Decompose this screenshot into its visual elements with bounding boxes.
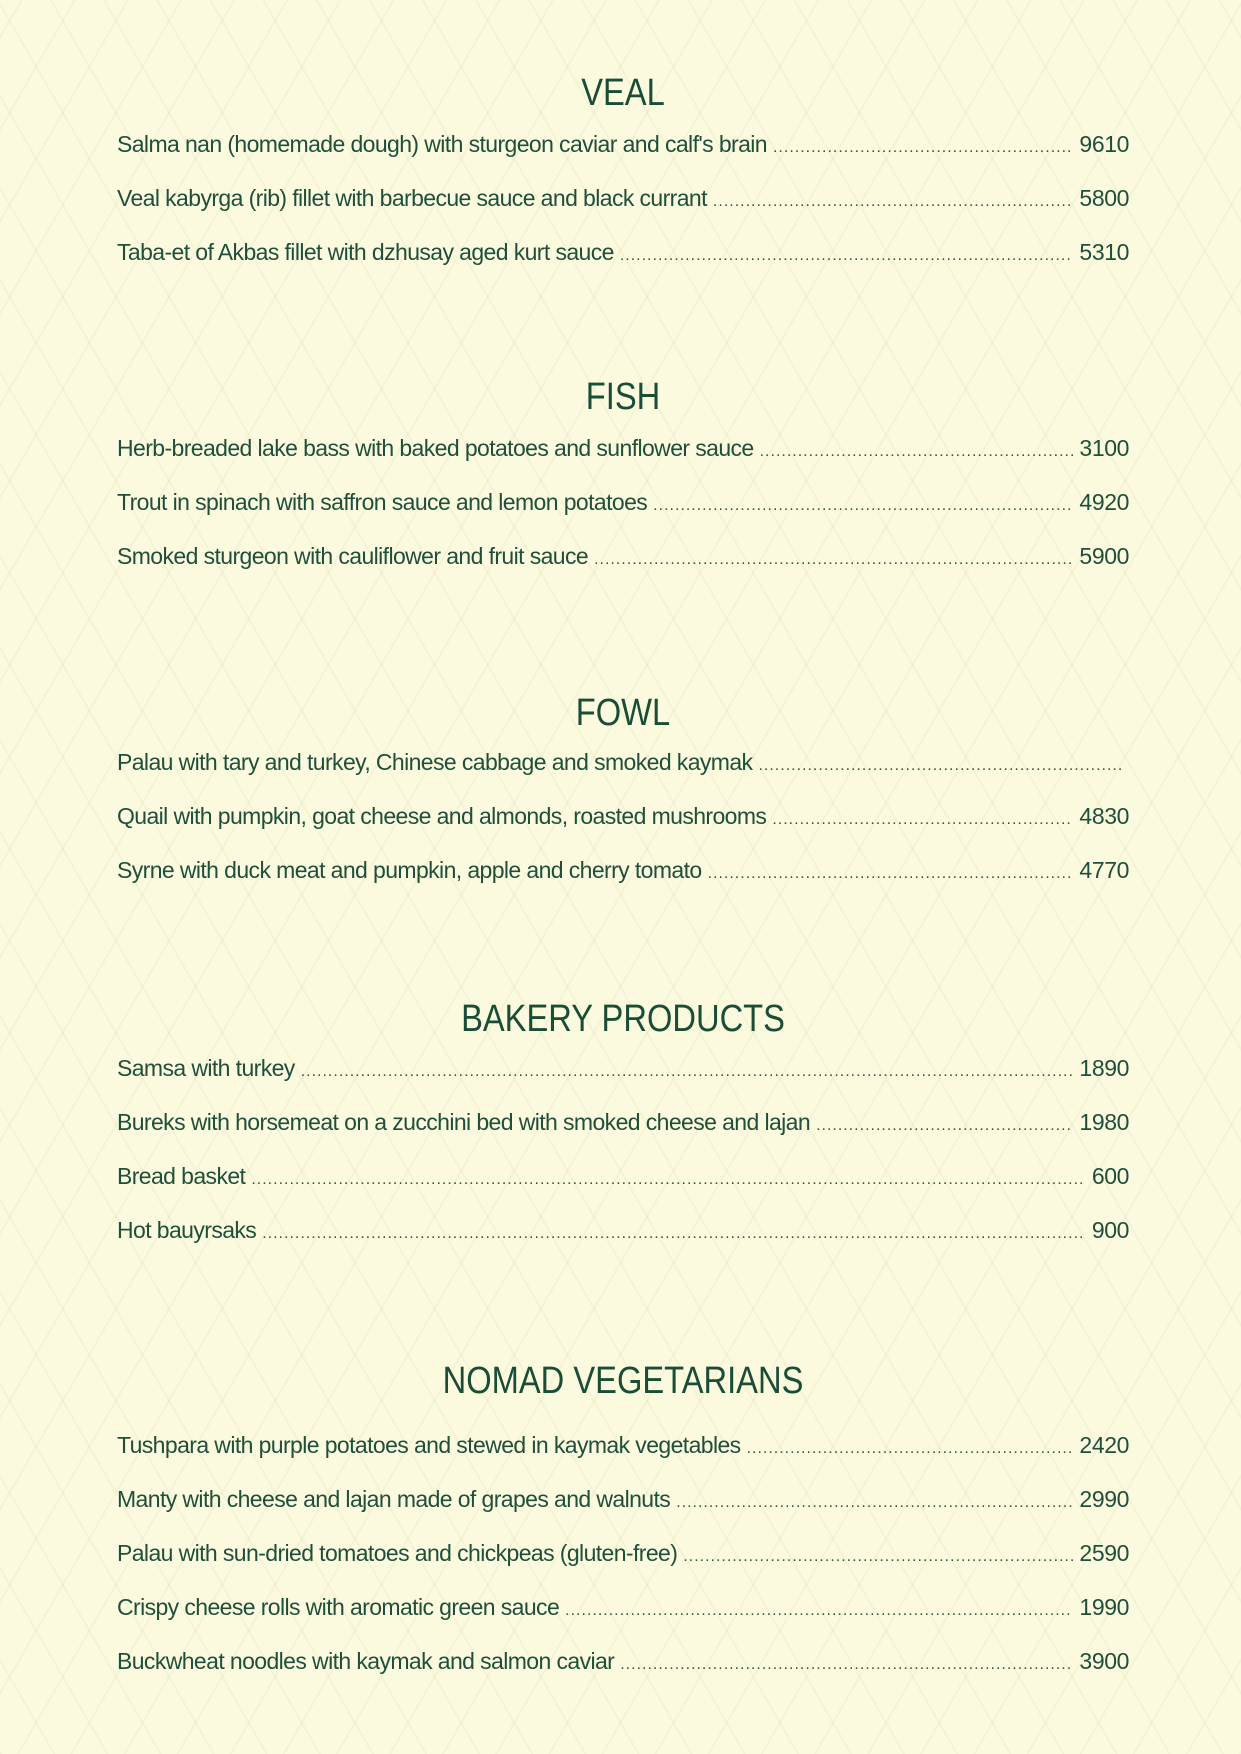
menu-item — [117, 1592, 1129, 1622]
menu-item-name: Tushpara with purple potatoes and stewed in kaymak vegetables — [117, 1432, 741, 1458]
menu-item-price: 1990 — [1079, 1594, 1129, 1620]
dot-leader — [747, 1434, 1074, 1464]
dot-leader — [683, 1542, 1073, 1572]
menu-item-name: Taba-et of Akbas fillet with dzhusay aged kurt sauce — [117, 239, 614, 265]
menu-item — [117, 747, 1129, 777]
dot-leader — [708, 859, 1074, 889]
menu-item-price: 2420 — [1079, 1432, 1129, 1458]
section-title: BAKERY PRODUCTS — [461, 998, 785, 1040]
menu-item — [117, 541, 1129, 571]
menu-item — [117, 1430, 1129, 1460]
dot-leader — [620, 241, 1074, 271]
menu-item-price: 5800 — [1079, 185, 1129, 211]
menu-item-price: 3100 — [1079, 435, 1129, 461]
menu-item-name: Herb-breaded lake bass with baked potatoes and sunflower sauce — [117, 435, 754, 461]
menu-item — [117, 801, 1129, 831]
menu-item — [117, 129, 1129, 159]
dot-leader — [301, 1057, 1074, 1087]
menu-item — [117, 1484, 1129, 1514]
menu-item-name: Quail with pumpkin, goat cheese and almonds, roasted mushrooms — [117, 803, 767, 829]
menu-item-price: 9610 — [1079, 131, 1129, 157]
menu-item — [117, 237, 1129, 267]
menu-item-price: 4830 — [1079, 803, 1129, 829]
dot-leader — [816, 1111, 1073, 1141]
menu-item-price: 4920 — [1079, 489, 1129, 515]
section-title: FISH — [585, 376, 661, 418]
menu-item-name: Crispy cheese rolls with aromatic green sauce — [117, 1594, 560, 1620]
dot-leader — [773, 133, 1073, 163]
menu-item — [117, 1646, 1129, 1676]
menu-item-price: 4770 — [1079, 857, 1129, 883]
menu-item-price: 1980 — [1079, 1109, 1129, 1135]
menu-item-name: Trout in spinach with saffron sauce and lemon potatoes — [117, 489, 648, 515]
menu-item-price: 2590 — [1079, 1540, 1129, 1566]
dot-leader — [251, 1165, 1085, 1195]
section-title: VEAL — [581, 72, 665, 114]
dot-leader — [620, 1650, 1073, 1680]
menu-item-name: Samsa with turkey — [117, 1055, 295, 1081]
dot-leader — [676, 1488, 1073, 1518]
menu-item-name: Manty with cheese and lajan made of grapes and walnuts — [117, 1486, 671, 1512]
menu-item-name: Hot bauyrsaks — [117, 1217, 257, 1243]
dot-leader — [262, 1219, 1086, 1249]
menu-item-price: 5900 — [1079, 543, 1129, 569]
dot-leader — [594, 545, 1073, 575]
menu-item — [117, 855, 1129, 885]
menu-item — [117, 1107, 1129, 1137]
menu-item-price: 1890 — [1079, 1055, 1129, 1081]
menu-item-name: Palau with sun-dried tomatoes and chickpeas (gluten-free) — [117, 1540, 678, 1566]
dot-leader — [713, 187, 1074, 217]
menu-item — [117, 1161, 1129, 1191]
menu-item-name: Smoked sturgeon with cauliflower and fruit sauce — [117, 543, 589, 569]
menu-item — [117, 1053, 1129, 1083]
menu-item-name: Buckwheat noodles with kaymak and salmon caviar — [117, 1648, 615, 1674]
menu-item — [117, 1538, 1129, 1568]
menu-item — [117, 183, 1129, 213]
menu-item-name: Veal kabyrga (rib) fillet with barbecue sauce and black currant — [117, 185, 707, 211]
menu-item-price: 900 — [1091, 1217, 1129, 1243]
section-title: NOMAD VEGETARIANS — [442, 1360, 804, 1402]
menu-item-name: Bureks with horsemeat on a zucchini bed with smoked cheese and lajan — [117, 1109, 811, 1135]
menu-item-name: Bread basket — [117, 1163, 246, 1189]
menu-item — [117, 487, 1129, 517]
dot-leader — [758, 751, 1123, 781]
dot-leader — [653, 491, 1073, 521]
section-title: FOWL — [575, 692, 671, 734]
dot-leader — [772, 805, 1073, 835]
menu-item — [117, 433, 1129, 463]
menu-item-price: 5310 — [1079, 239, 1129, 265]
menu-item-name: Syrne with duck meat and pumpkin, apple and cherry tomato — [117, 857, 702, 883]
menu-item-price: 3900 — [1079, 1648, 1129, 1674]
menu-item — [117, 1215, 1129, 1245]
dot-leader — [760, 437, 1074, 467]
menu-item-name: Palau with tary and turkey, Chinese cabbage and smoked kaymak — [117, 749, 753, 775]
menu-item-name: Salma nan (homemade dough) with sturgeon caviar and calf's brain — [117, 131, 767, 157]
menu-item-price: 600 — [1091, 1163, 1129, 1189]
menu-item-price: 2990 — [1079, 1486, 1129, 1512]
dot-leader — [565, 1596, 1073, 1626]
